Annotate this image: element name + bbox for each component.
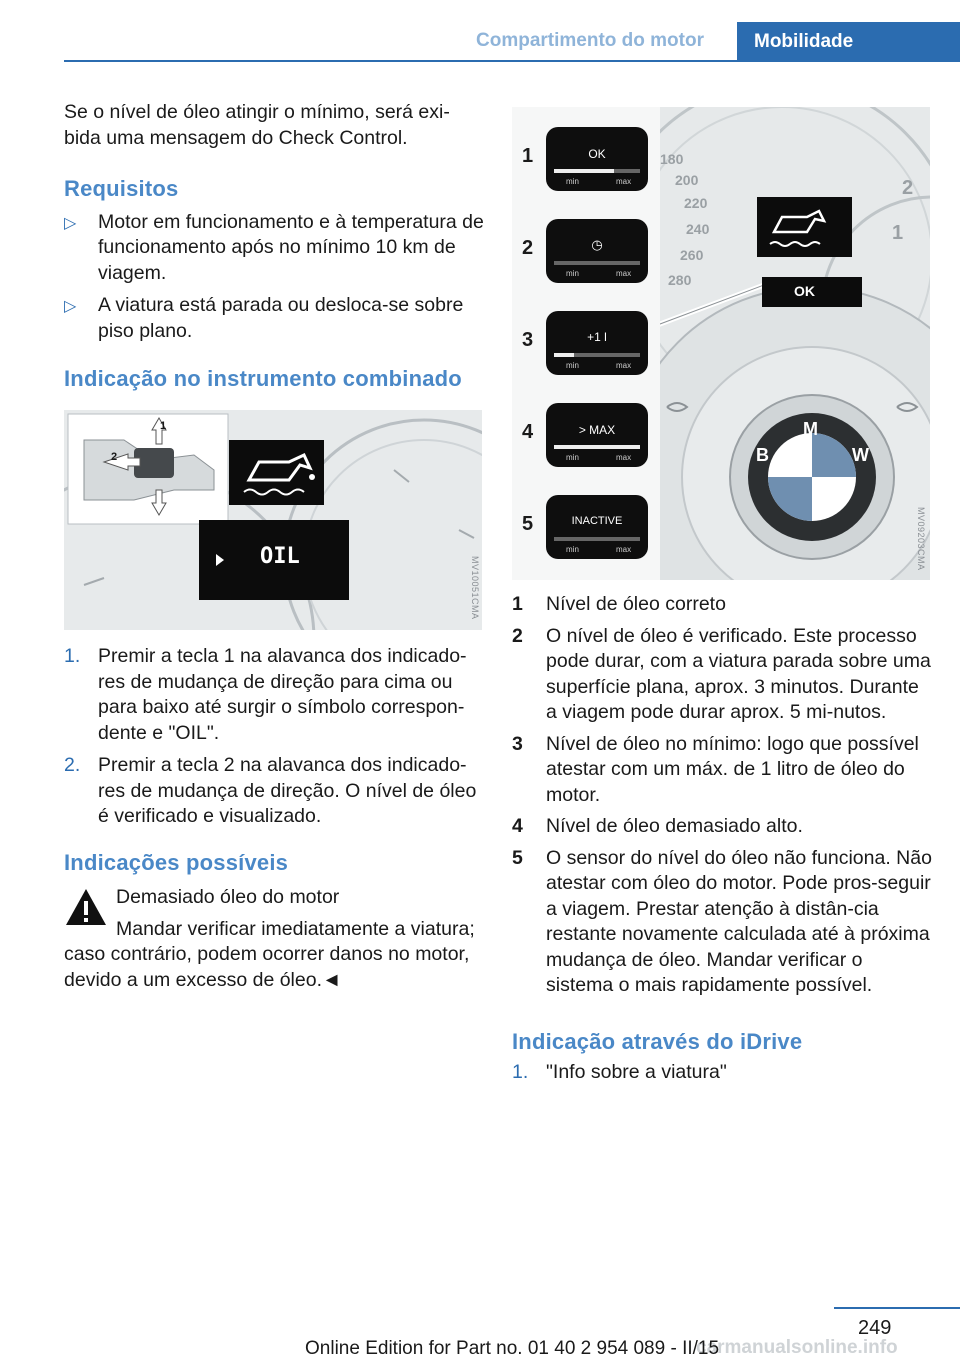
panel-number-1: 1 xyxy=(522,145,534,167)
warning-block xyxy=(64,885,484,993)
warning-text: Mandar verificar imediatamente a viatura; caso contrário, podem ocorrer danos no motor, devido a um excesso de óleo.◄ xyxy=(64,917,475,991)
oil-display-text: OIL xyxy=(260,544,300,569)
watermark: carmanualsonline.info xyxy=(696,1337,898,1358)
gauge-tick-280: 280 xyxy=(668,272,692,288)
panel-text-4: > MAX xyxy=(578,423,616,437)
requisitos-heading: Requisitos xyxy=(64,176,179,201)
edition-note: Online Edition for Part no. 01 40 2 954 089 - II/15 xyxy=(305,1338,720,1359)
panel-number-5: 5 xyxy=(522,513,534,535)
instrument-cluster-figure xyxy=(64,410,482,630)
figure-code: MV09203CMA xyxy=(916,507,926,571)
page-number: 249 xyxy=(858,1317,892,1339)
panel-min-3: min xyxy=(566,361,579,370)
panel-number-3: 3 xyxy=(522,329,534,351)
triangle-bullet-icon: ▷ xyxy=(64,214,77,232)
legend-item: 3 Nível de óleo no mínimo: logo que possível atestar com um máx. de 1 litro de óleo do motor. xyxy=(512,732,919,806)
gauge-tick-200: 200 xyxy=(675,172,699,188)
panel-min-2: min xyxy=(566,269,579,278)
right-column xyxy=(512,592,932,1093)
panel-number-2: 2 xyxy=(522,237,534,259)
chapter-tab[interactable]: Mobilidade xyxy=(737,22,960,62)
rpm-tick-1: 1 xyxy=(892,222,904,244)
logo-letter-w: W xyxy=(852,445,869,465)
legend-item: 2 O nível de óleo é verificado. Este processo pode durar, com a viatura parada sobre uma superfície plana, aprox. 3 minutos. Durante a viagem pode durar aprox. 5 mi-nutos. xyxy=(512,624,931,723)
panel-max-5: max xyxy=(616,545,632,554)
instrument-cluster-illustration xyxy=(64,410,482,630)
possiveis-heading: Indicações possíveis xyxy=(64,849,289,875)
panel-text-2: ◷ xyxy=(591,237,603,252)
warning-title: Demasiado óleo do motor xyxy=(116,886,340,908)
legend-item: 1 Nível de óleo correto xyxy=(512,593,726,615)
panel-max-4: max xyxy=(616,453,632,462)
list-item: 2. Premir a tecla 2 na alavanca dos indicado-res de mudança de direção. O nível de óleo é verificado e visualizado. xyxy=(64,754,477,827)
main-display-text: OK xyxy=(794,283,815,299)
panel-text-5: INACTIVE xyxy=(571,515,623,527)
logo-letter-b: B xyxy=(756,445,769,465)
intro-paragraph: Se o nível de óleo atingir o mínimo, será exi-bida uma mensagem do Check Control. xyxy=(64,101,450,149)
gauge-tick-220: 220 xyxy=(684,195,708,211)
left-column xyxy=(64,100,484,392)
mini-display-5 xyxy=(546,495,648,559)
list-item: 1. "Info sobre a viatura" xyxy=(512,1061,727,1083)
gauge-tick-260: 260 xyxy=(680,247,704,263)
panel-max-2: max xyxy=(616,269,632,278)
list-item: ▷ A viatura está parada ou desloca-se sobre piso plano. xyxy=(64,294,464,342)
list-item: ▷ Motor em funcionamento e à temperatura de funcionamento após no mínimo 10 km de viagem. xyxy=(64,210,484,284)
panel-number-4: 4 xyxy=(522,421,534,443)
idrive-steps xyxy=(512,1060,932,1086)
panel-max-1: max xyxy=(616,177,632,186)
panel-min-5: min xyxy=(566,545,579,554)
header-rule xyxy=(64,60,960,62)
figure-label-1: 1 xyxy=(160,420,167,432)
header-section-label: Compartimento do motor xyxy=(476,30,704,51)
legend-item: 4 Nível de óleo demasiado alto. xyxy=(512,815,803,837)
list-item: 1. Premir a tecla 1 na alavanca dos indicado-res de mudança de direção para cima ou para baixo até surgir o símbolo correspon-dente e "OIL". xyxy=(64,645,467,744)
panel-text-1: OK xyxy=(588,147,606,161)
figure-label-2: 2 xyxy=(111,451,118,463)
legend-item: 5 O sensor do nível do óleo não funciona. Não atestar com óleo do motor. Pode pros-seguir a viagem. Prestar atenção à distân-cia restante novamente calculada até à próxima mudança de óleo. Mandar verificar o sistema o mais rapidamente possível. xyxy=(512,846,932,996)
legend-list xyxy=(512,592,932,999)
indicacao-heading: Indicação no instrumento combinado xyxy=(64,366,462,391)
panel-min-4: min xyxy=(566,453,579,462)
triangle-bullet-icon: ▷ xyxy=(64,298,77,315)
footer-rule xyxy=(834,1307,960,1309)
idrive-heading: Indicação através do iDrive xyxy=(512,1028,803,1054)
left-column-lower xyxy=(64,644,484,993)
gauge-tick-240: 240 xyxy=(686,221,710,237)
oil-level-displays-figure xyxy=(512,107,930,580)
requisitos-list xyxy=(64,210,484,345)
panel-max-3: max xyxy=(616,361,632,370)
figure-code: MV10051CMA xyxy=(470,556,480,620)
rpm-tick-2: 2 xyxy=(902,177,914,199)
panel-text-3: +1 l xyxy=(587,330,607,344)
panel-min-1: min xyxy=(566,177,579,186)
gauge-tick-180: 180 xyxy=(660,151,684,167)
logo-letter-m: M xyxy=(803,419,818,439)
warning-triangle-icon xyxy=(64,887,108,927)
steps-list xyxy=(64,644,484,830)
